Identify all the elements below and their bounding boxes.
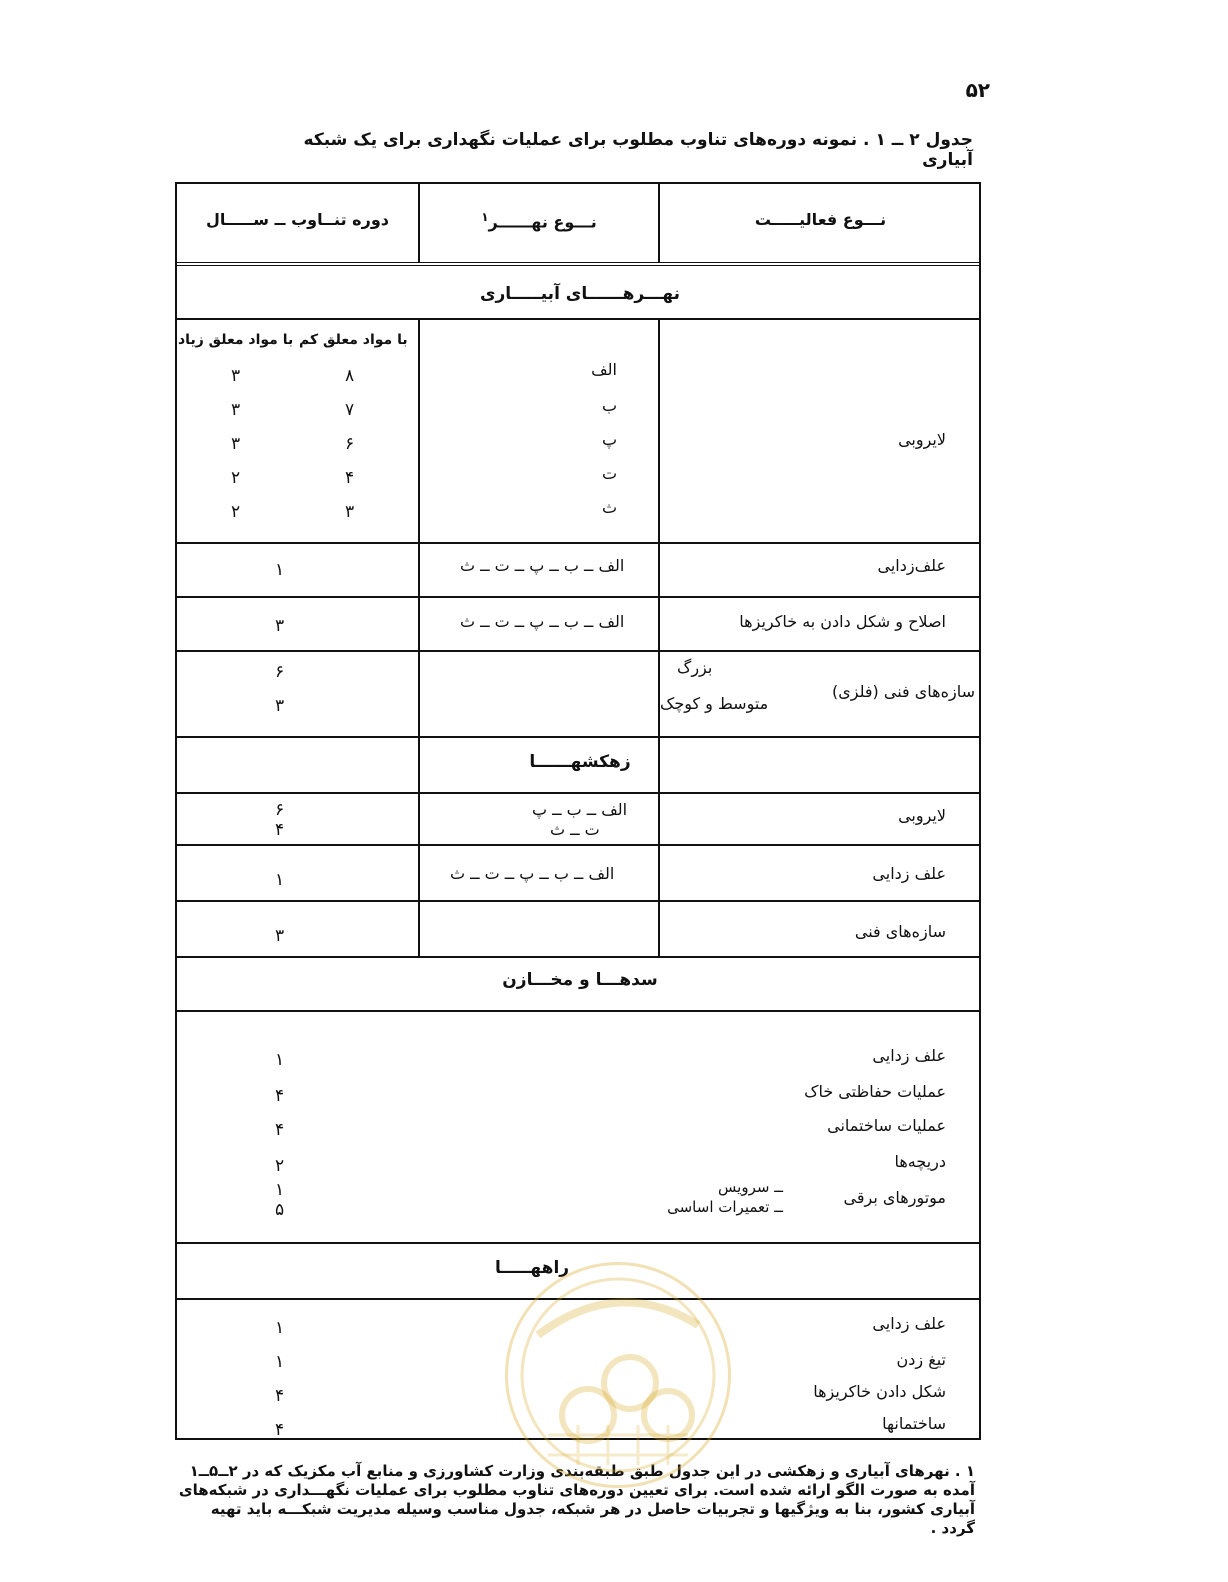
- col-divider: [658, 318, 660, 956]
- header-period: دوره تنــاوب ــ ســـــال: [206, 210, 389, 229]
- activity-dredging: لایروبی: [898, 806, 946, 825]
- period: ۱: [275, 1180, 285, 1200]
- row-rule: [177, 736, 979, 738]
- period: ۴: [275, 1386, 285, 1406]
- header-canal-type-label: نـــوع نهــــــر: [488, 212, 597, 232]
- activity-item: ساختمانها: [882, 1414, 946, 1433]
- footnote-mark: ۱: [481, 210, 489, 224]
- period: ۱: [275, 560, 285, 580]
- period: ۶: [275, 662, 285, 682]
- header-rule: [177, 262, 979, 266]
- period: ۳: [275, 616, 285, 636]
- period: ۵: [275, 1200, 285, 1220]
- activity-item: عملیات ساختمانی: [827, 1116, 946, 1135]
- period: ۱: [275, 1050, 285, 1070]
- period-low: ۶: [345, 434, 355, 454]
- activity-weeding: علف‌زدایی: [877, 556, 946, 575]
- row-rule: [177, 650, 979, 652]
- period: ۳: [275, 696, 285, 716]
- header-canal-type: [420, 210, 658, 231]
- activity-motors: موتورهای برقی: [843, 1188, 946, 1207]
- row-rule: [177, 318, 979, 320]
- section-dams: سدهـــا و مخـــازن: [502, 970, 658, 990]
- period-high: ۳: [231, 400, 241, 420]
- section-irrigation-canals: نهـــرهــــــای آبیـــــاری: [479, 284, 681, 304]
- period: ۴: [275, 1420, 285, 1440]
- activity-item: علف زدایی: [872, 1046, 946, 1065]
- period: ۳: [275, 926, 285, 946]
- period: ۱: [275, 870, 285, 890]
- size-large: بزرگ: [677, 658, 713, 677]
- period-high: ۲: [231, 502, 241, 522]
- activity-item: تیغ زدن: [896, 1350, 946, 1369]
- period-low: ۴: [345, 468, 355, 488]
- col-divider: [418, 318, 420, 956]
- period: ۴: [275, 1086, 285, 1106]
- period-low: ۳: [345, 502, 355, 522]
- motor-overhaul: ــ تعمیرات اساسی: [667, 1198, 783, 1216]
- period: ۱: [275, 1318, 285, 1338]
- row-rule: [177, 956, 979, 958]
- canal-type: ث: [601, 498, 617, 517]
- period: ۶: [275, 800, 285, 820]
- row-rule: [177, 1298, 979, 1300]
- activity-structures: سازه‌های فنی (فلزی): [832, 682, 975, 701]
- period: ۲: [275, 1156, 285, 1176]
- section-drains: زهکشهــــــا: [529, 752, 631, 772]
- canal-types: الف ــ ب ــ پ: [532, 800, 628, 819]
- row-rule: [177, 900, 979, 902]
- period-high: ۲: [231, 468, 241, 488]
- page-number: ۵۲: [965, 78, 990, 102]
- motor-service: ــ سرویس: [718, 1178, 783, 1196]
- period-low: ۸: [345, 366, 355, 386]
- activity-item: دریچه‌ها: [894, 1152, 946, 1171]
- row-rule: [177, 542, 979, 544]
- period: ۴: [275, 1120, 285, 1140]
- canal-type: پ: [601, 430, 617, 449]
- size-small: متوسط و کوچک: [660, 694, 769, 713]
- subhead-high-sediment: با مواد معلق زیاد: [178, 332, 294, 348]
- activity-structures: سازه‌های فنی: [854, 922, 946, 941]
- activity-banks: اصلاح و شکل دادن به خاکریزها: [739, 612, 946, 631]
- section-roads: راههـــــا: [495, 1258, 570, 1278]
- period-high: ۳: [231, 434, 241, 454]
- period-low: ۷: [345, 400, 355, 420]
- row-rule: [177, 596, 979, 598]
- maintenance-table: [175, 182, 981, 1440]
- activity-dredging: لایروبی: [898, 430, 946, 449]
- activity-item: عملیات حفاظتی خاک: [804, 1082, 946, 1101]
- activity-item: شکل دادن خاکریزها: [813, 1382, 946, 1401]
- period-high: ۳: [231, 366, 241, 386]
- canal-type: ب: [601, 396, 617, 415]
- header-activity: نـــوع فعالیـــــت: [754, 210, 887, 229]
- canal-types: الف ــ ب ــ پ ــ ت ــ ث: [460, 612, 625, 631]
- canal-type: الف: [591, 360, 617, 379]
- row-rule: [177, 1010, 979, 1012]
- canal-type: ت: [601, 464, 617, 483]
- row-rule: [177, 844, 979, 846]
- table-caption: جدول ۲ ــ ۱ . نمونه دوره‌های تناوب مطلوب برای عملیات نگهداری برای یک شبکه آبیاری: [303, 130, 973, 170]
- canal-types: ت ــ ث: [550, 820, 600, 839]
- subhead-low-sediment: با مواد معلق کم: [299, 332, 408, 348]
- canal-types: الف ــ ب ــ پ ــ ت ــ ث: [460, 556, 625, 575]
- period: ۱: [275, 1352, 285, 1372]
- canal-types: الف ــ ب ــ پ ــ ت ــ ث: [450, 864, 615, 883]
- footnote: ۱ . نهرهای آبیاری و زهکشی در این جدول طبق طبقه‌بندی وزارت کشاورزی و منابع آب مکزیک که در ۲ــ۵ــ۱ آمده به صورت الگو ارائه شده است. برای تعیین دوره‌های تناوب مطلوب برای عملیات نگهـــداری در شبکه‌های آبیاری کشور، بنا به ویژگیها و تجربیات حاصل در هر شبکه، جدول مناسب وسیله مدیریت شبکـــه باید تهیه گردد .: [178, 1462, 975, 1537]
- row-rule: [177, 792, 979, 794]
- activity-item: علف زدایی: [872, 1314, 946, 1333]
- activity-weeding: علف زدایی: [872, 864, 946, 883]
- period: ۴: [275, 820, 285, 840]
- row-rule: [177, 1242, 979, 1244]
